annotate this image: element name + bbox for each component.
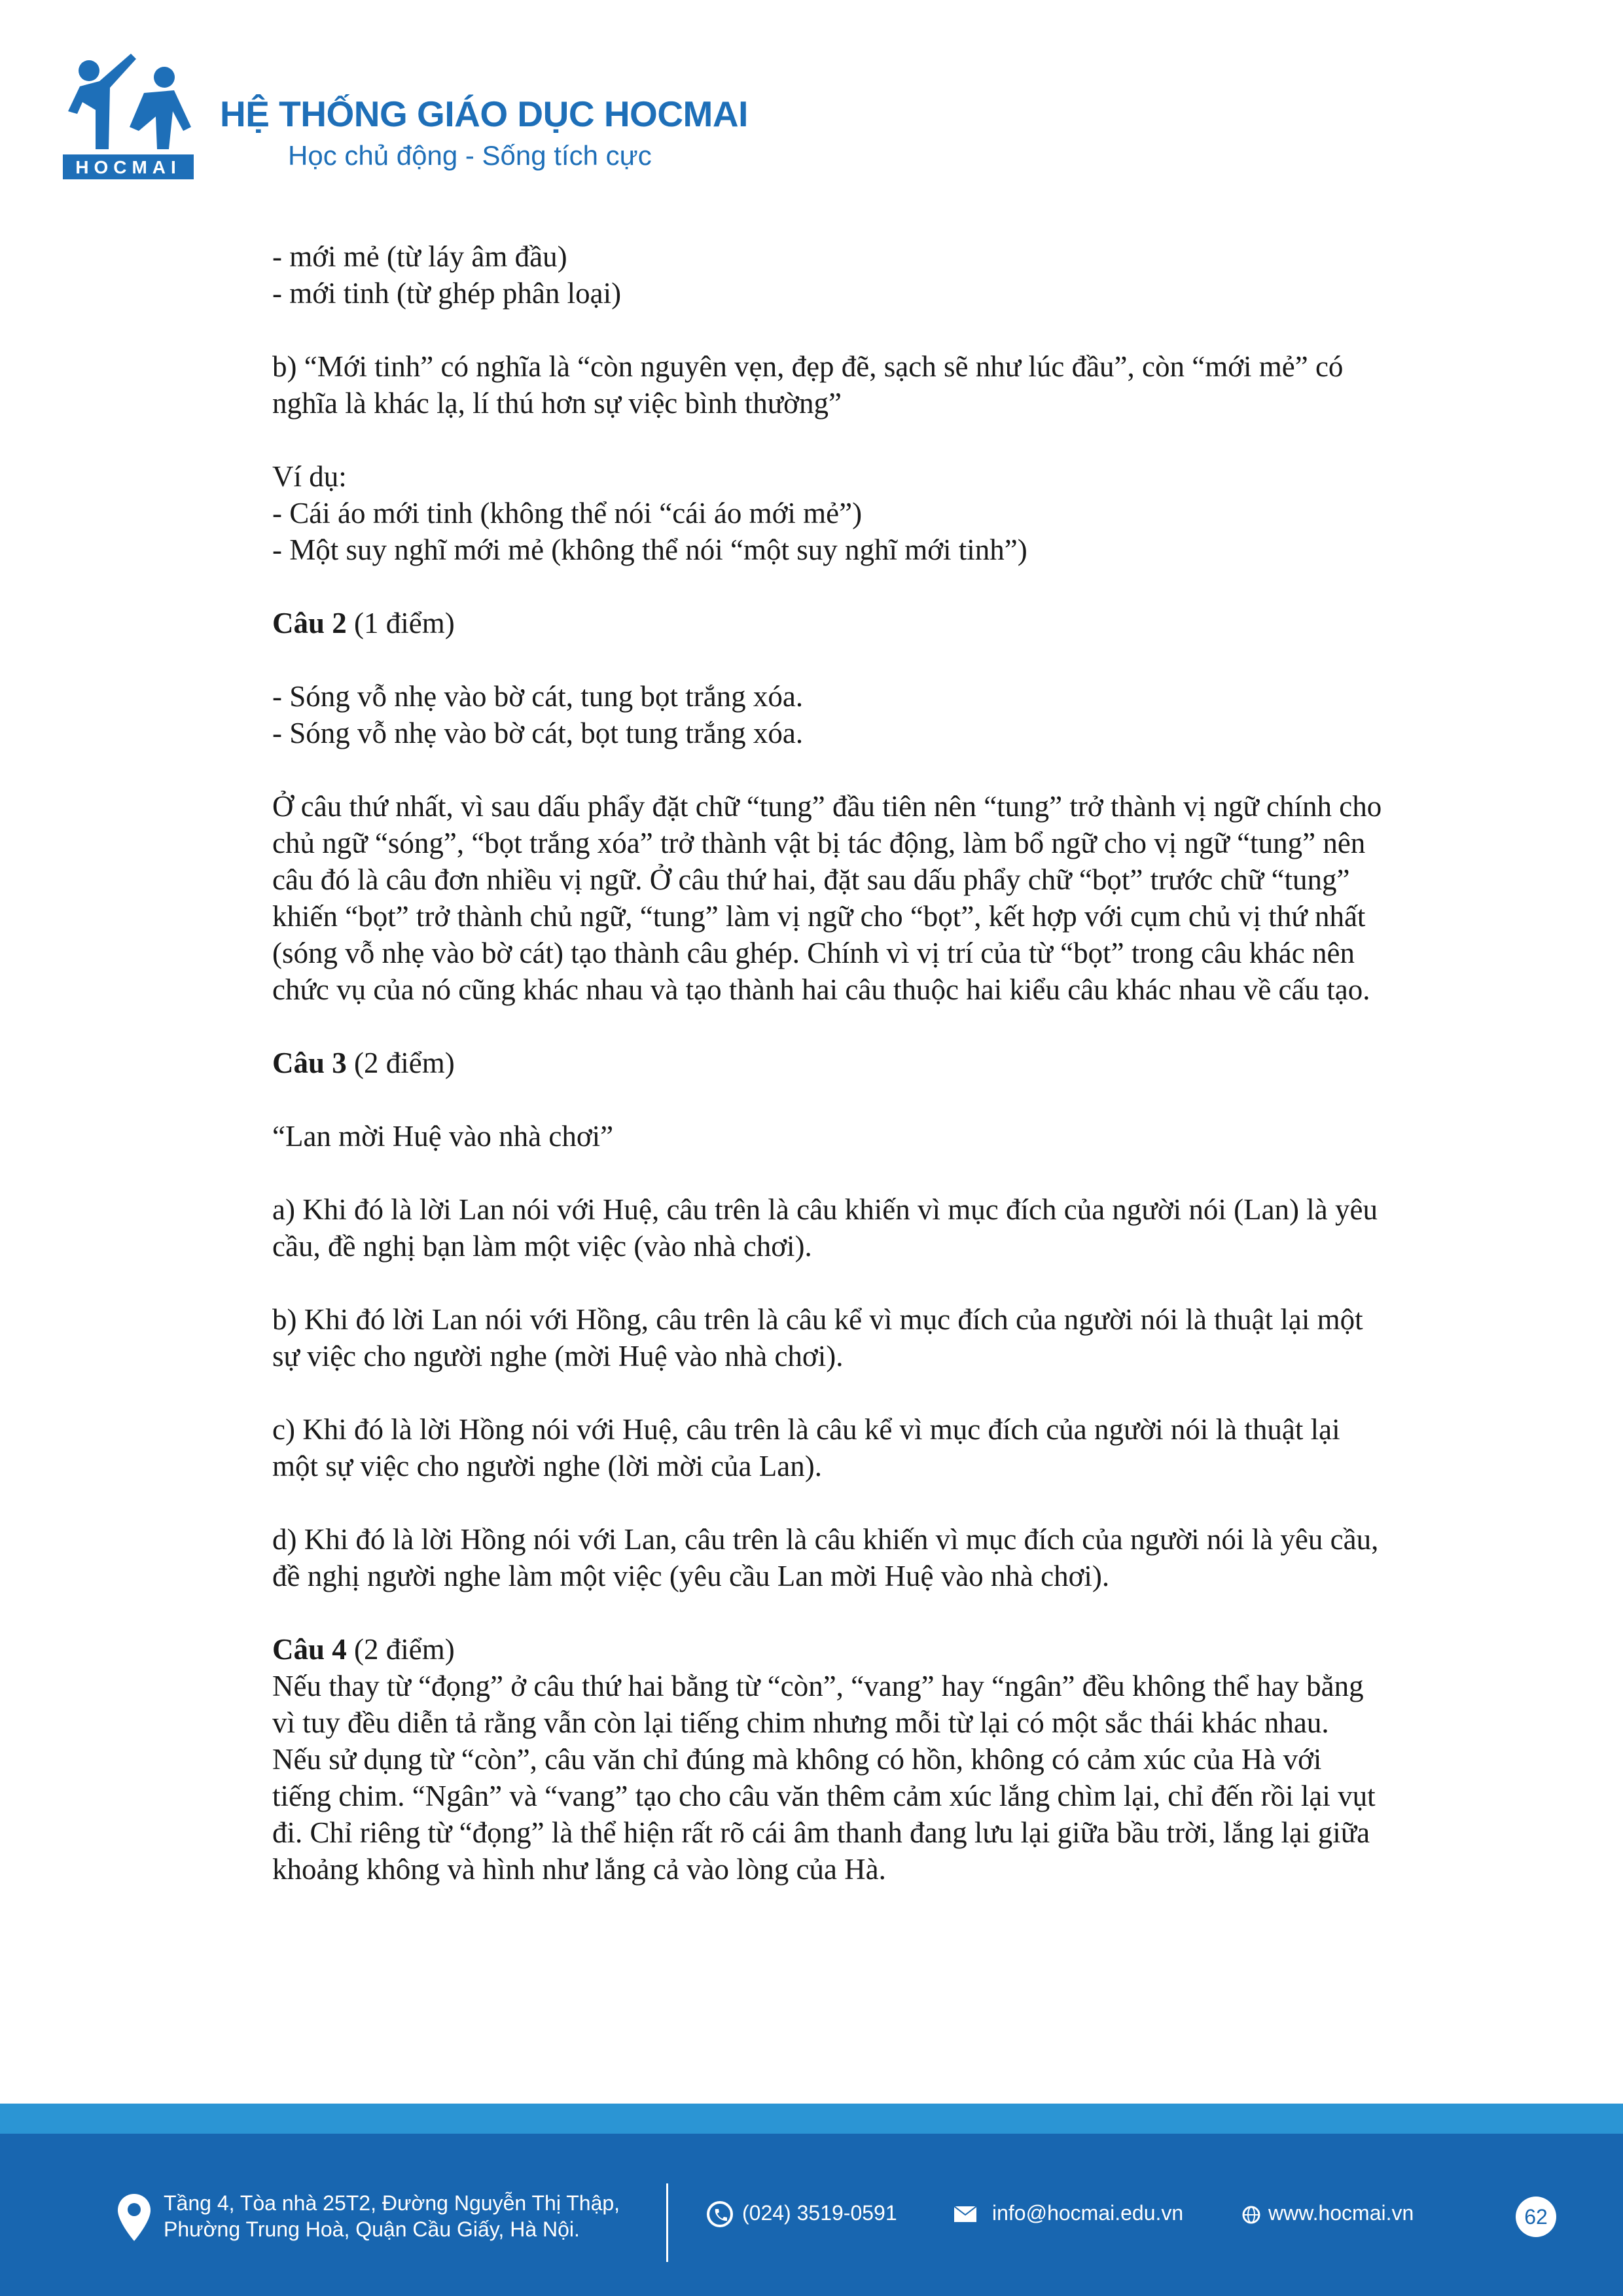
paragraph: Nếu thay từ “đọng” ở câu thứ hai bằng từ “còn”, “vang” hay “ngân” đều không thể hay bằng vì tuy đều diễn tả rằng vẫn còn lại tiếng chim nhưng mỗi từ lại có một sắc thái khác nhau. Nếu sử dụng từ “còn”, câu văn chỉ đúng mà không có hồn, không có cảm xúc của Hà với tiếng chim. “Ngân” và “vang” tạo cho câu văn thêm cảm xúc lắng chìm lại, chỉ đến rồi lại vụt đi. Chỉ riêng từ “đọng” là thể hiện rất rõ cái âm thanh đang lưu lại giữa bầu trời, lắng lại giữa khoảng không và hình như lắng cả vào lòng của Hà. xyxy=(272,1670,1376,1886)
address xyxy=(164,2190,620,2242)
paragraph: c) Khi đó là lời Hồng nói với Huệ, câu trên là câu kể vì mục đích của người nói là thuật lại một sự việc cho người nghe (lời mời của Lan). xyxy=(272,1413,1340,1482)
address-line: Tầng 4, Tòa nhà 25T2, Đường Nguyễn Thị Thập, xyxy=(164,2191,620,2215)
list-item: - Một suy nghĩ mới mẻ (không thể nói “một suy nghĩ mới tinh”) xyxy=(272,533,1027,566)
phone-number[interactable]: (024) 3519-0591 xyxy=(742,2201,897,2225)
paragraph: d) Khi đó là lời Hồng nói với Lan, câu trên là câu khiến vì mục đích của người nói là yêu cầu, đề nghị người nghe làm một việc (yêu cầu Lan mời Huệ vào nhà chơi). xyxy=(272,1523,1379,1592)
phone-icon xyxy=(707,2201,733,2227)
footer-band xyxy=(0,2104,1623,2134)
brand-slogan: Học chủ động - Sống tích cực xyxy=(288,140,652,171)
list-item: - mới mẻ (từ láy âm đầu) xyxy=(272,240,567,273)
quoted-sentence: “Lan mời Huệ vào nhà chơi” xyxy=(272,1120,614,1153)
paragraph: b) Khi đó lời Lan nói với Hồng, câu trên là câu kể vì mục đích của người nói là thuật lại một sự việc cho người nghe (mời Huệ vào nhà chơi). xyxy=(272,1303,1363,1372)
question-heading xyxy=(272,1631,1385,1668)
question-points: (2 điểm) xyxy=(346,1047,455,1079)
question-points: (1 điểm) xyxy=(346,607,455,639)
footer xyxy=(0,2134,1623,2296)
question-label: Câu 4 xyxy=(272,1633,347,1666)
address-line: Phường Trung Hoà, Quận Cầu Giấy, Hà Nội. xyxy=(164,2217,580,2241)
location-pin-icon xyxy=(118,2194,151,2241)
hocmai-logo xyxy=(63,51,194,179)
question-heading xyxy=(272,605,1385,641)
list-item: - Sóng vỗ nhẹ vào bờ cát, bọt tung trắng xóa. xyxy=(272,717,804,749)
mail-icon xyxy=(954,2206,976,2222)
question-points: (2 điểm) xyxy=(346,1633,455,1666)
question-label: Câu 3 xyxy=(272,1047,347,1079)
paragraph: Ở câu thứ nhất, vì sau dấu phẩy đặt chữ “tung” đầu tiên nên “tung” trở thành vị ngữ chính cho chủ ngữ “sóng”, “bọt trắng xóa” trở thành vật bị tác động, làm bổ ngữ cho vị ngữ “tung” nên câu đó là câu đơn nhiều vị ngữ. Ở câu thứ hai, đặt sau dấu phẩy chữ “bọt” trước chữ “tung” khiến “bọt” trở thành chủ ngữ, “tung” làm vị ngữ cho “bọt”, kết hợp với cụm chủ vị thứ nhất (sóng vỗ nhẹ vào bờ cát) tạo thành câu ghép. Chính vì vị trí của từ “bọt” trong câu khác nên chức vụ của nó cũng khác nhau và tạo thành hai câu thuộc hai kiểu câu khác nhau về cấu tạo. xyxy=(272,790,1382,1006)
email-link[interactable]: info@hocmai.edu.vn xyxy=(992,2201,1184,2225)
question-label: Câu 2 xyxy=(272,607,347,639)
paragraph: b) “Mới tinh” có nghĩa là “còn nguyên vẹn, đẹp đẽ, sạch sẽ như lúc đầu”, còn “mới mẻ” có nghĩa là khác lạ, lí thú hơn sự việc bình thường” xyxy=(272,350,1344,420)
paragraph: a) Khi đó là lời Lan nói với Huệ, câu trên là câu khiến vì mục đích của người nói (Lan) là yêu cầu, đề nghị bạn làm một việc (vào nhà chơi). xyxy=(272,1193,1378,1263)
website-link[interactable]: www.hocmai.vn xyxy=(1268,2201,1414,2225)
answer-content xyxy=(272,238,1385,1888)
question-heading xyxy=(272,1045,1385,1081)
list-item: - mới tinh (từ ghép phân loại) xyxy=(272,277,622,310)
brand-title: HỆ THỐNG GIÁO DỤC HOCMAI xyxy=(220,94,748,134)
list-item: - Cái áo mới tinh (không thể nói “cái áo mới mẻ”) xyxy=(272,497,863,529)
list-item: - Sóng vỗ nhẹ vào bờ cát, tung bọt trắng xóa. xyxy=(272,680,804,713)
footer-divider xyxy=(666,2183,668,2262)
page-number: 62 xyxy=(1516,2197,1556,2237)
logo-text: HOCMAI xyxy=(75,157,181,177)
globe-icon xyxy=(1242,2206,1260,2224)
example-label: Ví dụ: xyxy=(272,460,347,493)
